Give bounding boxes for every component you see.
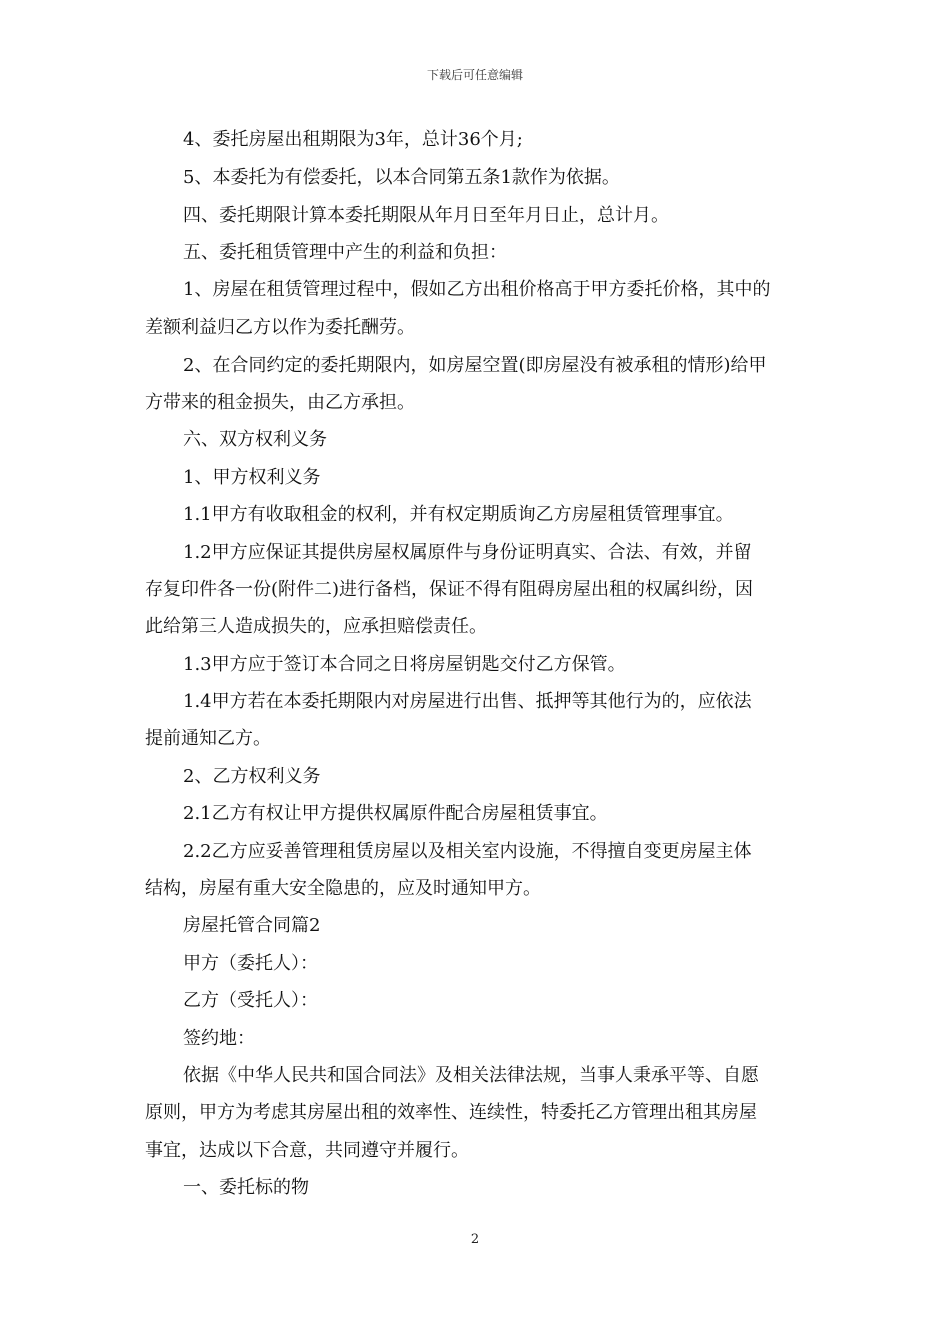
paragraph-line: 差额利益归乙方以作为委托酬劳。 [145,317,415,338]
section-heading: 一、委托标的物 [183,1177,309,1198]
paragraph-line: 依据《中华人民共和国合同法》及相关法律法规，当事人秉承平等、自愿 [183,1065,759,1086]
paragraph-line: 1.2甲方应保证其提供房屋权属原件与身份证明真实、合法、有效，并留 [183,542,752,563]
party-a-field: 甲方（委托人）： [183,953,318,974]
signing-place-field: 签约地： [183,1028,255,1049]
paragraph-line: 2.1乙方有权让甲方提供权属原件配合房屋租赁事宜。 [183,803,608,824]
paragraph-line: 存复印件各一份(附件二)进行备档，保证不得有阻碍房屋出租的权属纠纷，因 [145,579,754,600]
section-heading: 五、委托租赁管理中产生的利益和负担： [183,242,507,263]
paragraph-line: 1.1甲方有收取租金的权利，并有权定期质询乙方房屋租赁管理事宜。 [183,504,734,525]
paragraph-line: 方带来的租金损失，由乙方承担。 [145,392,415,413]
paragraph-line: 2.2乙方应妥善管理租赁房屋以及相关室内设施，不得擅自变更房屋主体 [183,841,752,862]
paragraph-line: 5、本委托为有偿委托，以本合同第五条1款作为依据。 [183,167,620,188]
page-number: 2 [470,1232,480,1247]
paragraph-line: 事宜，达成以下合意，共同遵守并履行。 [145,1140,469,1161]
paragraph-line: 1.3甲方应于签订本合同之日将房屋钥匙交付乙方保管。 [183,654,626,675]
subsection-heading: 1、甲方权利义务 [183,467,321,488]
party-b-field: 乙方（受托人）： [183,990,318,1011]
paragraph-line: 提前通知乙方。 [145,728,271,749]
paragraph-line: 2、在合同约定的委托期限内，如房屋空置(即房屋没有被承租的情形)给甲 [183,355,767,376]
paragraph-line: 4、委托房屋出租期限为3年，总计36个月; [183,129,523,150]
paragraph-line: 1、房屋在租赁管理过程中，假如乙方出租价格高于甲方委托价格，其中的 [183,279,771,300]
paragraph-line: 四、委托期限计算本委托期限从年月日至年月日止，总计月。 [183,205,669,226]
subsection-heading: 2、乙方权利义务 [183,766,321,787]
paragraph-line: 1.4甲方若在本委托期限内对房屋进行出售、抵押等其他行为的，应依法 [183,691,752,712]
paragraph-line: 此给第三人造成损失的，应承担赔偿责任。 [145,616,487,637]
section-heading: 六、双方权利义务 [183,429,327,450]
paragraph-line: 结构，房屋有重大安全隐患的，应及时通知甲方。 [145,878,541,899]
section-title: 房屋托管合同篇2 [183,915,321,936]
page-header: 下载后可任意编辑 [426,68,523,82]
paragraph-line: 原则，甲方为考虑其房屋出租的效率性、连续性，特委托乙方管理出租其房屋 [145,1102,757,1123]
